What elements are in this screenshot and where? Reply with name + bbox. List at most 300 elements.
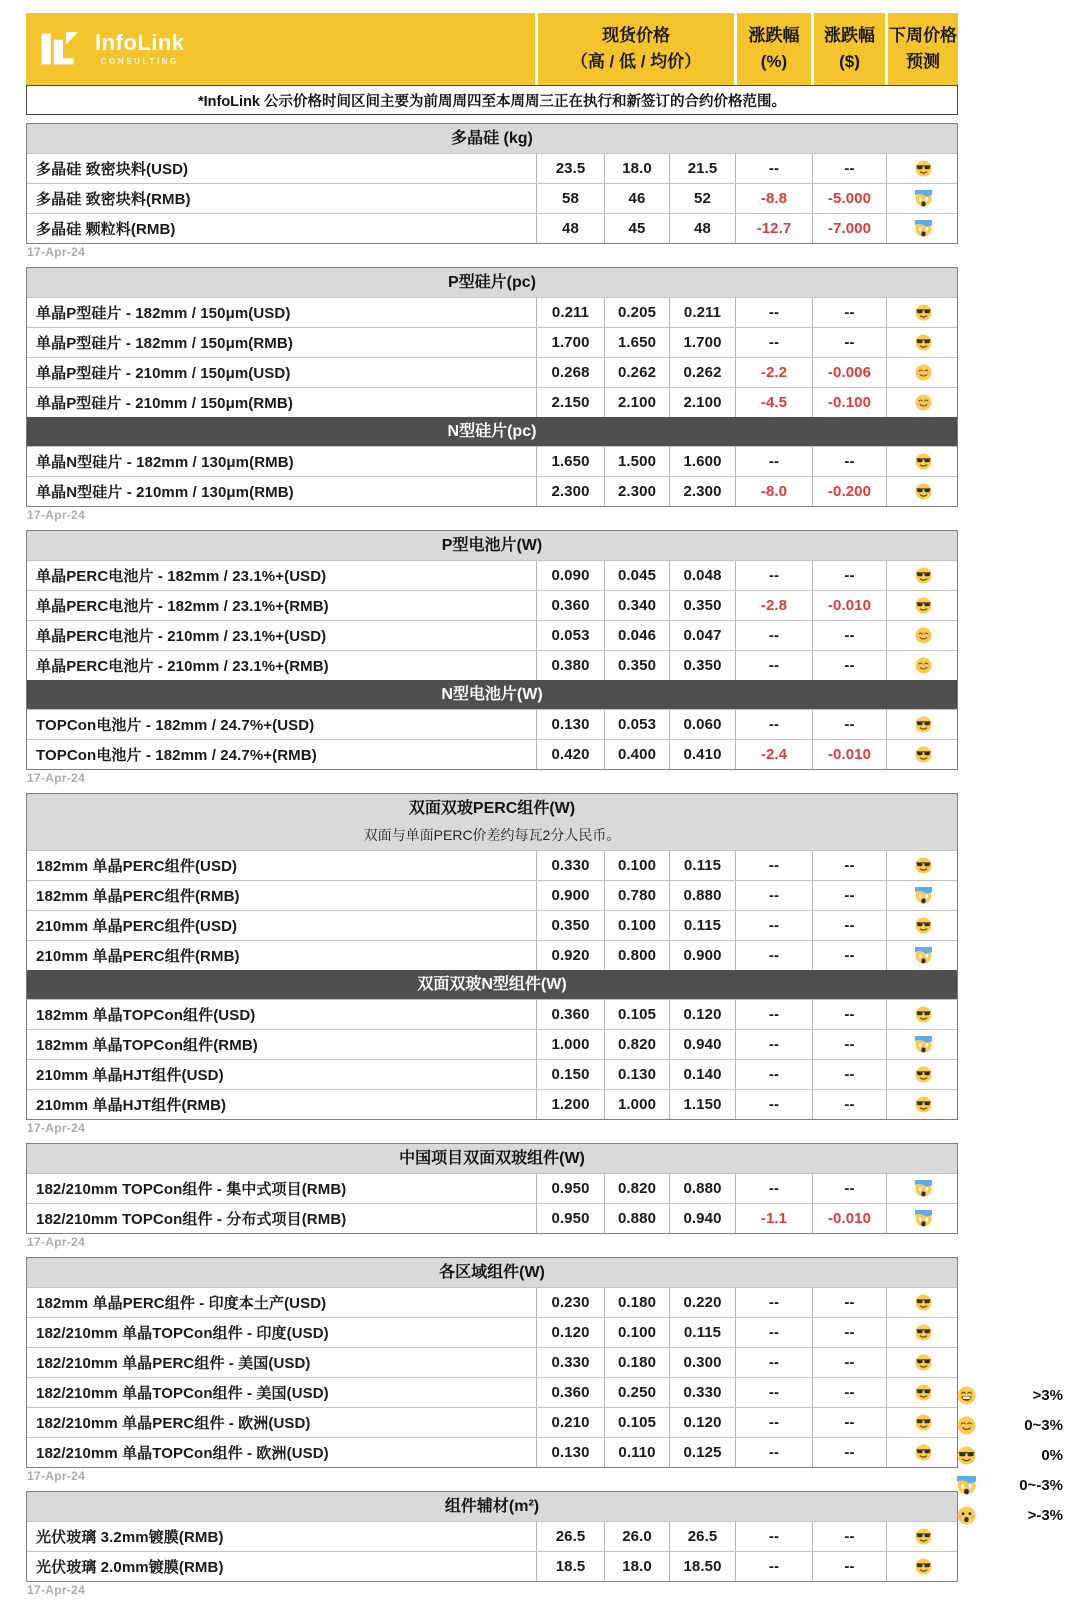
high-price: 1.200 [536, 1090, 604, 1119]
section-date: 17-Apr-24 [27, 771, 86, 785]
section-title: N型硅片(pc) [447, 423, 537, 440]
smile-emoji-icon [915, 657, 932, 674]
pct-change: -- [735, 1060, 812, 1089]
price-row [27, 297, 957, 327]
usd-change: -- [812, 1030, 886, 1059]
forecast-cell [886, 1378, 959, 1407]
high-price: 0.230 [536, 1288, 604, 1317]
forecast-cell [886, 477, 959, 506]
high-price: 0.268 [536, 358, 604, 387]
sunglasses-emoji-icon [915, 483, 932, 500]
pct-change: -- [735, 1438, 812, 1467]
scream-emoji-icon [915, 190, 932, 207]
avg-price: 0.140 [669, 1060, 735, 1089]
sunglasses-emoji-icon [957, 1446, 976, 1465]
pct-change: -- [735, 1522, 812, 1551]
usd-change: -- [812, 1348, 886, 1377]
usd-change-line2: ($) [839, 52, 860, 71]
forecast-cell [886, 154, 959, 183]
usd-change: -7.000 [812, 214, 886, 243]
high-price: 0.120 [536, 1318, 604, 1347]
price-row [27, 213, 957, 243]
avg-price: 48 [669, 214, 735, 243]
usd-change: -- [812, 561, 886, 590]
logo-title: InfoLink [95, 30, 185, 55]
pct-change: -- [735, 154, 812, 183]
usd-change: -0.010 [812, 740, 886, 769]
sunglasses-emoji-icon [915, 567, 932, 584]
low-price: 0.780 [604, 881, 669, 910]
pct-change: -2.8 [735, 591, 812, 620]
avg-price: 0.880 [669, 1174, 735, 1203]
forecast-cell [886, 358, 959, 387]
forecast-cell [886, 1288, 959, 1317]
low-price: 0.820 [604, 1174, 669, 1203]
usd-change-line1: 涨跌幅 [824, 25, 875, 45]
row-label: 单晶P型硅片 - 182mm / 150μm(USD) [36, 305, 291, 322]
forecast-cell [886, 447, 959, 476]
pct-change: -- [735, 1030, 812, 1059]
forecast-legend [957, 1386, 1063, 1525]
low-price: 0.110 [604, 1438, 669, 1467]
row-label: 单晶PERC电池片 - 210mm / 23.1%+(USD) [36, 628, 327, 645]
forecast-cell [886, 1030, 959, 1059]
smile-emoji-icon [915, 394, 932, 411]
pct-change: -4.5 [735, 388, 812, 417]
price-row [27, 327, 957, 357]
price-row [27, 709, 957, 739]
low-price: 45 [604, 214, 669, 243]
forecast-cell [886, 651, 959, 680]
row-label: 多晶硅 颗粒料(RMB) [36, 221, 176, 238]
high-price: 18.5 [536, 1552, 604, 1581]
low-price: 0.105 [604, 1000, 669, 1029]
section-date: 17-Apr-24 [27, 1583, 86, 1597]
row-label: 光伏玻璃 3.2mm镀膜(RMB) [36, 1529, 224, 1546]
high-price: 1.700 [536, 328, 604, 357]
pct-change: -- [735, 881, 812, 910]
row-label: 182mm 单晶PERC组件 - 印度本土产(USD) [36, 1295, 327, 1312]
forecast-cell [886, 941, 959, 970]
avg-price: 0.211 [669, 298, 735, 327]
usd-change: -- [812, 710, 886, 739]
price-row [27, 476, 957, 506]
avg-price: 0.120 [669, 1408, 735, 1437]
usd-change: -- [812, 881, 886, 910]
low-price: 0.205 [604, 298, 669, 327]
row-label: 多晶硅 致密块料(RMB) [36, 191, 191, 208]
section-header [27, 417, 957, 446]
row-label: 182/210mm 单晶PERC组件 - 欧洲(USD) [36, 1415, 311, 1432]
usd-change: -0.010 [812, 1204, 886, 1233]
forecast-cell [886, 1522, 959, 1551]
sunglasses-emoji-icon [915, 334, 932, 351]
row-label: TOPCon电池片 - 182mm / 24.7%+(USD) [36, 717, 315, 734]
usd-change: -- [812, 941, 886, 970]
avg-price: 0.115 [669, 911, 735, 940]
legend-item [957, 1476, 1063, 1495]
forecast-cell [886, 1060, 959, 1089]
sunglasses-emoji-icon [915, 716, 932, 733]
high-price: 0.360 [536, 591, 604, 620]
forecast-cell [886, 740, 959, 769]
pct-change-line2: (%) [760, 52, 788, 71]
forecast-cell [886, 1204, 959, 1233]
row-label: 182mm 单晶TOPCon组件(USD) [36, 1007, 256, 1024]
row-label: 单晶N型硅片 - 210mm / 130μm(RMB) [36, 484, 294, 501]
pct-change: -- [735, 447, 812, 476]
price-section [26, 793, 958, 1120]
avg-price: 0.940 [669, 1204, 735, 1233]
scream-emoji-icon [915, 1210, 932, 1227]
high-price: 0.130 [536, 710, 604, 739]
high-price: 0.920 [536, 941, 604, 970]
avg-price: 0.115 [669, 1318, 735, 1347]
usd-change: -- [812, 154, 886, 183]
section-title: 中国项目双面双玻组件(W) [399, 1150, 585, 1167]
avg-price: 0.115 [669, 851, 735, 880]
pct-change: -- [735, 1348, 812, 1377]
smile-emoji-icon [915, 364, 932, 381]
low-price: 26.0 [604, 1522, 669, 1551]
low-price: 1.500 [604, 447, 669, 476]
row-label: 210mm 单晶HJT组件(RMB) [36, 1097, 227, 1114]
scream-emoji-icon [957, 1476, 976, 1495]
price-row [27, 387, 957, 417]
high-price: 0.210 [536, 1408, 604, 1437]
high-price: 0.330 [536, 851, 604, 880]
low-price: 0.180 [604, 1348, 669, 1377]
section-header [27, 124, 957, 153]
avg-price: 0.350 [669, 651, 735, 680]
sunglasses-emoji-icon [915, 1558, 932, 1575]
low-price: 0.105 [604, 1408, 669, 1437]
avg-price: 26.5 [669, 1522, 735, 1551]
avg-price: 0.120 [669, 1000, 735, 1029]
low-price: 0.100 [604, 851, 669, 880]
legend-label: 0% [1041, 1447, 1063, 1464]
price-section [26, 1491, 958, 1582]
price-row [27, 620, 957, 650]
high-price: 0.053 [536, 621, 604, 650]
usd-change: -- [812, 621, 886, 650]
row-label: 光伏玻璃 2.0mm镀膜(RMB) [36, 1559, 224, 1576]
pct-change: -- [735, 621, 812, 650]
forecast-line1: 下周价格 [889, 25, 957, 45]
low-price: 0.350 [604, 651, 669, 680]
sunglasses-emoji-icon [915, 1324, 932, 1341]
pct-change: -- [735, 1000, 812, 1029]
low-price: 18.0 [604, 1552, 669, 1581]
low-price: 0.820 [604, 1030, 669, 1059]
sunglasses-emoji-icon [915, 1444, 932, 1461]
forecast-cell [886, 1000, 959, 1029]
usd-change: -0.006 [812, 358, 886, 387]
section-title: P型硅片(pc) [447, 274, 536, 291]
section-header [27, 680, 957, 709]
avg-price: 1.600 [669, 447, 735, 476]
forecast-cell [886, 1090, 959, 1119]
row-label: 182/210mm 单晶TOPCon组件 - 欧洲(USD) [36, 1445, 329, 1462]
price-section [26, 123, 958, 244]
pct-change-line1: 涨跌幅 [748, 25, 800, 45]
sunglasses-emoji-icon [915, 1384, 932, 1401]
price-sheet [26, 13, 958, 1603]
pct-change: -- [735, 941, 812, 970]
row-label: 单晶P型硅片 - 210mm / 150μm(USD) [36, 365, 291, 382]
sunglasses-emoji-icon [915, 857, 932, 874]
row-label: 182/210mm 单晶PERC组件 - 美国(USD) [36, 1355, 311, 1372]
row-label: 182/210mm 单晶TOPCon组件 - 印度(USD) [36, 1325, 329, 1342]
high-price: 0.090 [536, 561, 604, 590]
low-price: 0.800 [604, 941, 669, 970]
avg-price: 0.330 [669, 1378, 735, 1407]
avg-price: 0.048 [669, 561, 735, 590]
section-date: 17-Apr-24 [27, 1469, 86, 1483]
price-row [27, 739, 957, 769]
high-price: 0.211 [536, 298, 604, 327]
high-price: 2.300 [536, 477, 604, 506]
usd-change: -- [812, 1552, 886, 1581]
pct-change: -- [735, 1318, 812, 1347]
price-row [27, 1029, 957, 1059]
row-label: 182mm 单晶TOPCon组件(RMB) [36, 1037, 258, 1054]
row-label: TOPCon电池片 - 182mm / 24.7%+(RMB) [36, 747, 317, 764]
section-header [27, 970, 957, 999]
usd-change: -- [812, 851, 886, 880]
high-price: 0.950 [536, 1174, 604, 1203]
sunglasses-emoji-icon [915, 453, 932, 470]
row-label: 182mm 单晶PERC组件(USD) [36, 858, 238, 875]
price-row [27, 1203, 957, 1233]
forecast-cell [886, 328, 959, 357]
forecast-cell [886, 1552, 959, 1581]
forecast-cell [886, 561, 959, 590]
pct-change: -- [735, 911, 812, 940]
sunglasses-emoji-icon [915, 1528, 932, 1545]
forecast-cell [886, 1318, 959, 1347]
sunglasses-emoji-icon [915, 304, 932, 321]
sunglasses-emoji-icon [915, 1414, 932, 1431]
section-title: 各区域组件(W) [439, 1264, 545, 1281]
usd-change: -5.000 [812, 184, 886, 213]
low-price: 1.000 [604, 1090, 669, 1119]
avg-price: 2.300 [669, 477, 735, 506]
price-row [27, 560, 957, 590]
col-header-forecast [885, 13, 958, 85]
row-label: 182/210mm TOPCon组件 - 分布式项目(RMB) [36, 1211, 347, 1228]
high-price: 58 [536, 184, 604, 213]
section-subnote: 双面与单面PERC价差约每瓦2分人民币。 [363, 827, 621, 843]
forecast-cell [886, 621, 959, 650]
pct-change: -1.1 [735, 1204, 812, 1233]
low-price: 1.650 [604, 328, 669, 357]
section-header [27, 1492, 957, 1521]
row-label: 单晶P型硅片 - 182mm / 150μm(RMB) [36, 335, 293, 352]
price-row [27, 1377, 957, 1407]
price-row [27, 183, 957, 213]
avg-price: 0.900 [669, 941, 735, 970]
low-price: 18.0 [604, 154, 669, 183]
sunglasses-emoji-icon [915, 1096, 932, 1113]
row-label: 210mm 单晶PERC组件(USD) [36, 918, 238, 935]
row-label: 182/210mm 单晶TOPCon组件 - 美国(USD) [36, 1385, 329, 1402]
low-price: 0.046 [604, 621, 669, 650]
legend-label: >3% [1032, 1387, 1063, 1404]
forecast-cell [886, 214, 959, 243]
price-row [27, 153, 957, 183]
price-row [27, 910, 957, 940]
low-price: 0.880 [604, 1204, 669, 1233]
col-header-pct-change [734, 13, 811, 85]
pct-change: -2.2 [735, 358, 812, 387]
section-date: 17-Apr-24 [27, 508, 86, 522]
scream-emoji-icon [915, 947, 932, 964]
avg-price: 1.700 [669, 328, 735, 357]
section-title: 多晶硅 (kg) [451, 130, 533, 147]
high-price: 0.420 [536, 740, 604, 769]
low-price: 46 [604, 184, 669, 213]
row-label: 182mm 单晶PERC组件(RMB) [36, 888, 240, 905]
avg-price: 0.350 [669, 591, 735, 620]
avg-price: 0.262 [669, 358, 735, 387]
high-price: 0.900 [536, 881, 604, 910]
usd-change: -- [812, 1318, 886, 1347]
usd-change: -- [812, 1060, 886, 1089]
row-label: 210mm 单晶HJT组件(USD) [36, 1067, 224, 1084]
avg-price: 0.060 [669, 710, 735, 739]
pct-change: -8.8 [735, 184, 812, 213]
forecast-cell [886, 1438, 959, 1467]
pct-change: -- [735, 1174, 812, 1203]
sections-container [26, 123, 958, 1597]
col-header-usd-change [811, 13, 885, 85]
usd-change: -- [812, 1174, 886, 1203]
sunglasses-emoji-icon [915, 1354, 932, 1371]
low-price: 0.130 [604, 1060, 669, 1089]
pct-change: -- [735, 1408, 812, 1437]
pct-change: -8.0 [735, 477, 812, 506]
forecast-cell [886, 1408, 959, 1437]
spot-price-line1: 现货价格 [602, 25, 670, 45]
low-price: 0.045 [604, 561, 669, 590]
high-price: 0.380 [536, 651, 604, 680]
row-label: 单晶N型硅片 - 182mm / 130μm(RMB) [36, 454, 294, 471]
section-title: 双面双玻N型组件(W) [417, 976, 567, 993]
avg-price: 0.880 [669, 881, 735, 910]
low-price: 0.100 [604, 1318, 669, 1347]
row-label: 单晶PERC电池片 - 182mm / 23.1%+(USD) [36, 568, 327, 585]
avg-price: 0.300 [669, 1348, 735, 1377]
high-price: 0.130 [536, 1438, 604, 1467]
avg-price: 0.410 [669, 740, 735, 769]
legend-item [957, 1506, 1063, 1525]
pct-change: -- [735, 328, 812, 357]
high-price: 0.350 [536, 911, 604, 940]
price-row [27, 357, 957, 387]
price-row [27, 1059, 957, 1089]
row-label: 单晶PERC电池片 - 182mm / 23.1%+(RMB) [36, 598, 329, 615]
section-header [27, 531, 957, 560]
price-section [26, 1143, 958, 1234]
avg-price: 2.100 [669, 388, 735, 417]
pct-change: -- [735, 1378, 812, 1407]
top-header [26, 13, 958, 85]
low-price: 0.053 [604, 710, 669, 739]
section-title: 双面双玻PERC组件(W) [408, 800, 576, 817]
legend-label: 0~-3% [1019, 1477, 1063, 1494]
high-price: 0.360 [536, 1000, 604, 1029]
section-title: N型电池片(W) [441, 686, 543, 703]
low-price: 0.250 [604, 1378, 669, 1407]
section-header [27, 794, 957, 850]
price-section [26, 267, 958, 507]
low-price: 2.100 [604, 388, 669, 417]
usd-change: -- [812, 1000, 886, 1029]
spot-price-line2: （高 / 低 / 均价） [570, 52, 702, 71]
pct-change: -- [735, 298, 812, 327]
price-row [27, 446, 957, 476]
low-price: 0.180 [604, 1288, 669, 1317]
scream-emoji-icon [915, 1180, 932, 1197]
usd-change: -- [812, 1408, 886, 1437]
avg-price: 21.5 [669, 154, 735, 183]
price-row [27, 880, 957, 910]
section-date: 17-Apr-24 [27, 245, 86, 259]
forecast-cell [886, 851, 959, 880]
high-price: 0.360 [536, 1378, 604, 1407]
note-text: *InfoLink 公示价格时间区间主要为前周周四至本周周三正在执行和新签订的合约价格范围。 [197, 93, 787, 110]
low-price: 0.262 [604, 358, 669, 387]
sunglasses-emoji-icon [915, 746, 932, 763]
forecast-cell [886, 881, 959, 910]
price-row [27, 999, 957, 1029]
forecast-cell [886, 1348, 959, 1377]
usd-change: -- [812, 651, 886, 680]
forecast-cell [886, 591, 959, 620]
section-date: 17-Apr-24 [27, 1121, 86, 1135]
forecast-cell [886, 1174, 959, 1203]
sunglasses-emoji-icon [915, 597, 932, 614]
forecast-cell [886, 388, 959, 417]
avg-price: 0.220 [669, 1288, 735, 1317]
pct-change: -2.4 [735, 740, 812, 769]
avg-price: 1.150 [669, 1090, 735, 1119]
usd-change: -- [812, 447, 886, 476]
usd-change: -- [812, 1378, 886, 1407]
sunglasses-emoji-icon [915, 1006, 932, 1023]
pct-change: -- [735, 561, 812, 590]
usd-change: -0.100 [812, 388, 886, 417]
pct-change: -- [735, 1288, 812, 1317]
low-price: 2.300 [604, 477, 669, 506]
infolink-logo-icon [40, 28, 86, 70]
sunglasses-emoji-icon [915, 160, 932, 177]
usd-change: -- [812, 328, 886, 357]
usd-change: -- [812, 1438, 886, 1467]
forecast-cell [886, 911, 959, 940]
usd-change: -- [812, 298, 886, 327]
note-bar [26, 85, 958, 115]
price-row [27, 1437, 957, 1467]
row-label: 210mm 单晶PERC组件(RMB) [36, 948, 240, 965]
smile-emoji-icon [957, 1416, 976, 1435]
low-price: 0.340 [604, 591, 669, 620]
usd-change: -- [812, 1288, 886, 1317]
price-row [27, 1551, 957, 1581]
pct-change: -- [735, 851, 812, 880]
logo-cell [26, 13, 535, 85]
